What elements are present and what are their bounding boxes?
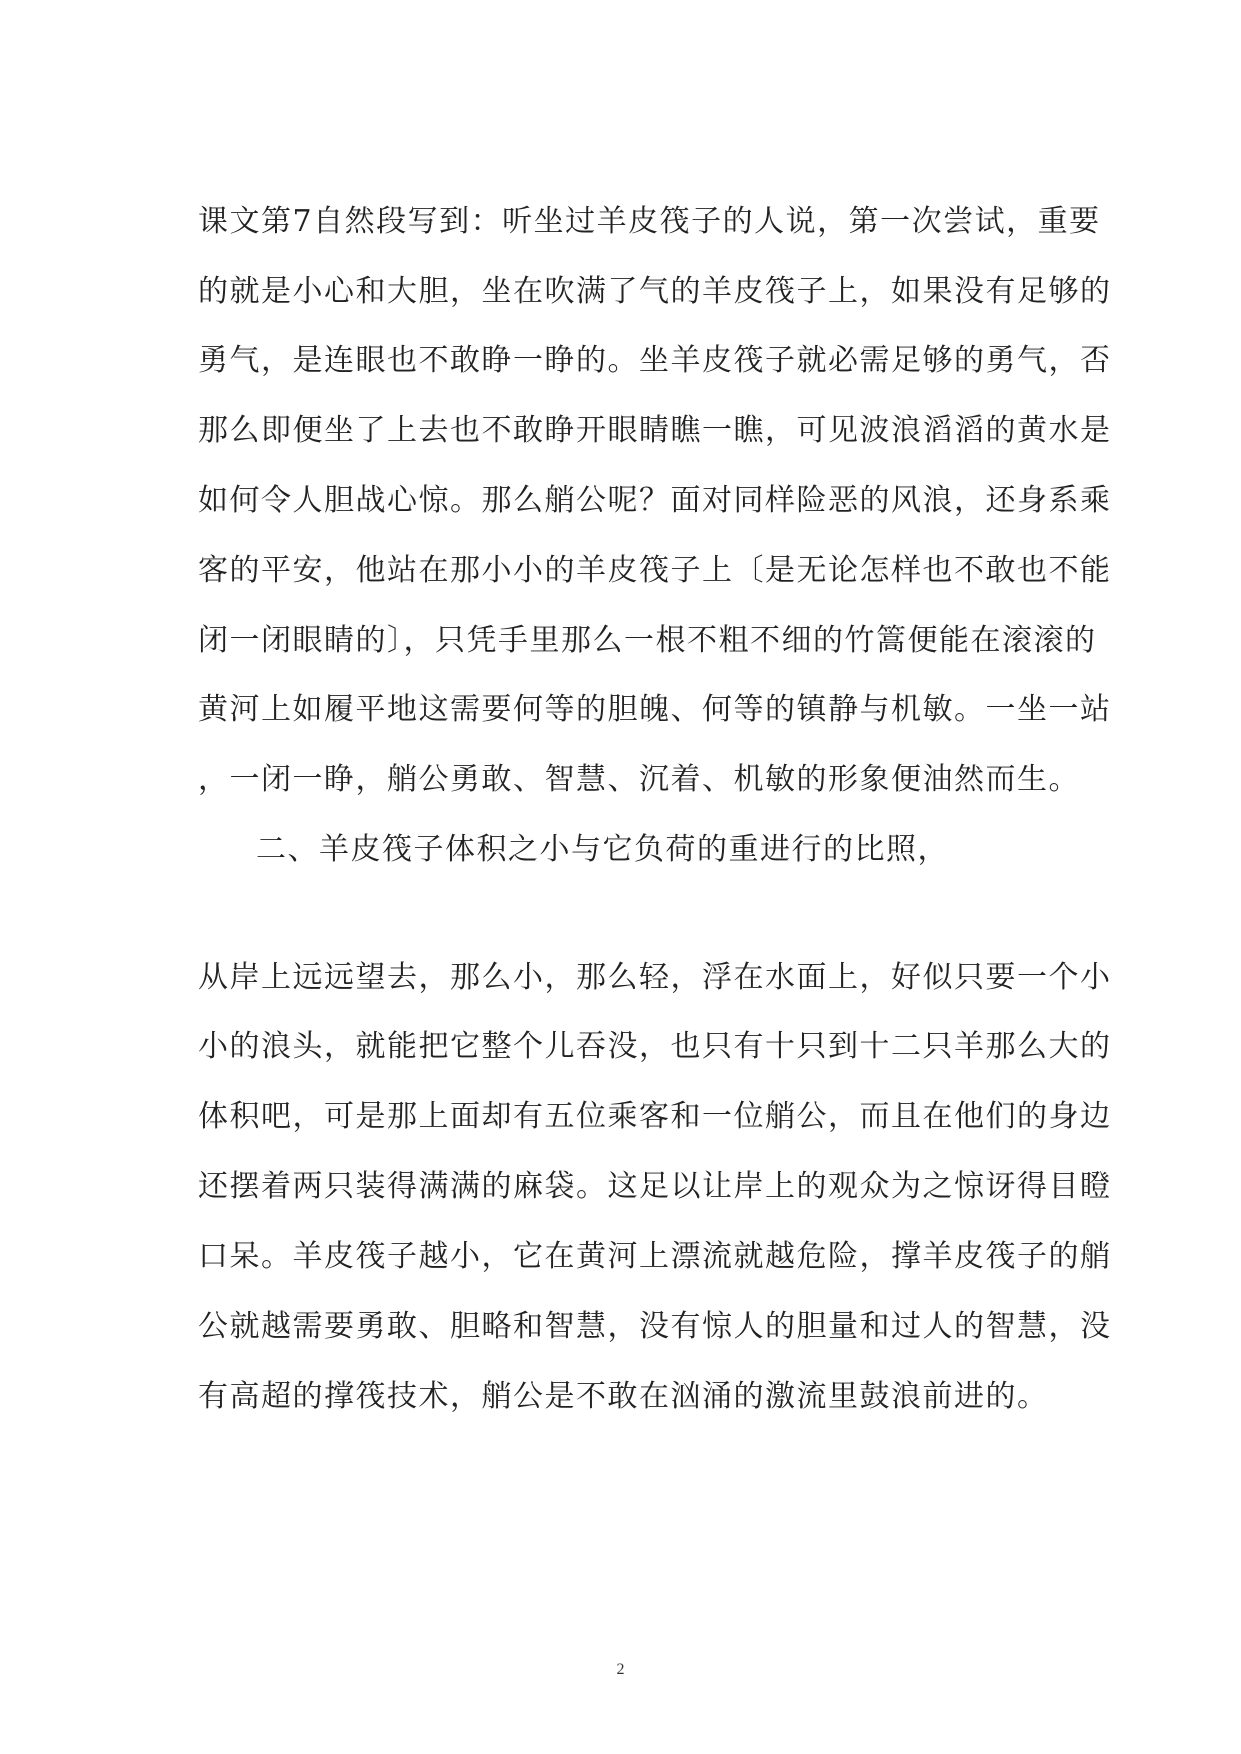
text-line: 如何令人胆战心惊。那么艄公呢？面对同样险恶的风浪，还身系乘 [198, 483, 1112, 518]
text-line: 的就是小心和大胆，坐在吹满了气的羊皮筏子上，如果没有足够的 [198, 274, 1112, 309]
text-line: 体积吧，可是那上面却有五位乘客和一位艄公，而且在他们的身边 [198, 1099, 1112, 1134]
text-line: ，一闭一睁，艄公勇敢、智慧、沉着、机敏的形象便油然而生。 [198, 762, 1080, 797]
text-line: 黄河上如履平地这需要何等的胆魄、何等的镇静与机敏。一坐一站 [198, 692, 1112, 727]
page-number: 2 [616, 1661, 625, 1678]
text-line: 那么即便坐了上去也不敢睁开眼睛瞧一瞧，可见波浪滔滔的黄水是 [198, 413, 1112, 448]
text-line: 口呆。羊皮筏子越小，它在黄河上漂流就越危险，撑羊皮筏子的艄 [198, 1239, 1112, 1274]
section-heading: 二、羊皮筏子体积之小与它负荷的重进行的比照， [256, 832, 949, 867]
text-line: 勇气，是连眼也不敢睁一睁的。坐羊皮筏子就必需足够的勇气，否 [198, 343, 1112, 378]
text-line: 还摆着两只装得满满的麻袋。这足以让岸上的观众为之惊讶得目瞪 [198, 1169, 1112, 1204]
text-line: 闭一闭眼睛的〕，只凭手里那么一根不粗不细的竹篙便能在滚滚的 [198, 623, 1097, 658]
text-line: 有高超的撑筏技术，艄公是不敢在汹涌的激流里鼓浪前进的。 [198, 1379, 1049, 1414]
text-line: 小的浪头，就能把它整个儿吞没，也只有十只到十二只羊那么大的 [198, 1029, 1112, 1064]
text-line: 课文第7自然段写到：听坐过羊皮筏子的人说，第一次尝试，重要 [198, 204, 1101, 239]
text-line: 公就越需要勇敢、胆略和智慧，没有惊人的胆量和过人的智慧，没 [198, 1309, 1112, 1344]
text-line: 从岸上远远望去，那么小，那么轻，浮在水面上，好似只要一个小 [198, 960, 1112, 995]
text-line: 客的平安，他站在那小小的羊皮筏子上〔是无论怎样也不敢也不能 [198, 553, 1112, 588]
